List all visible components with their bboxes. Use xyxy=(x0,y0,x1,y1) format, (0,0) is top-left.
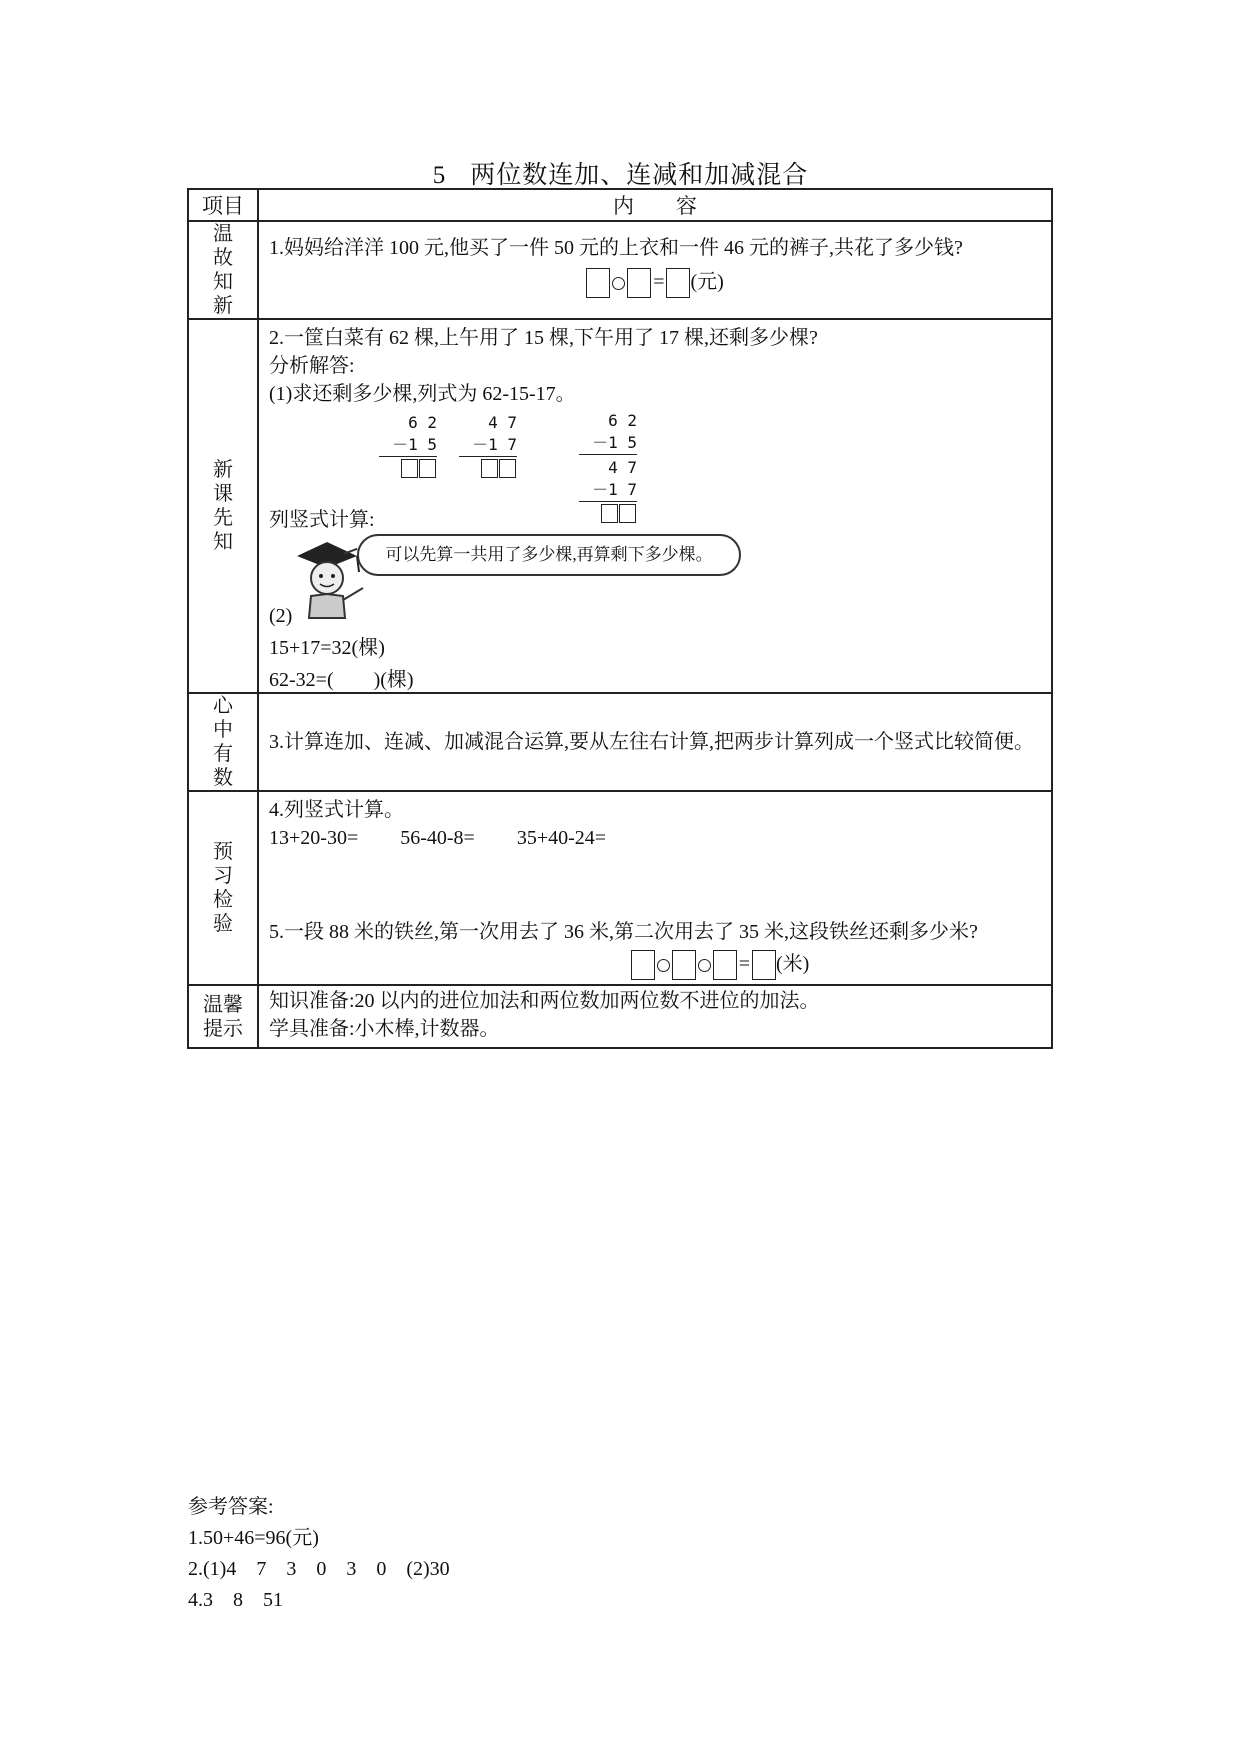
part-2-label: (2) xyxy=(269,605,293,627)
digit-box[interactable] xyxy=(401,459,418,478)
header-content: 内 容 xyxy=(258,189,1052,221)
section-content-preview-check xyxy=(258,791,1052,985)
analysis-heading: 分析解答: xyxy=(269,355,355,377)
section-label-new-lesson: 新 课 先 知 xyxy=(188,319,258,693)
answer-2: 2.(1)4 7 3 0 3 0 (2)30 xyxy=(188,1558,450,1580)
blank-box[interactable] xyxy=(752,950,776,980)
expression-2: 56-40-8= xyxy=(400,827,475,849)
equation-1: 15+17=32(棵) xyxy=(269,637,385,659)
speech-bubble: 可以先算一共用了多少棵,再算剩下多少棵。 xyxy=(357,534,741,576)
title-number: 5 xyxy=(432,162,447,189)
equation-2: 62-32=( )(棵) xyxy=(269,669,414,691)
header-item: 项目 xyxy=(188,189,258,221)
tip-tools: 学具准备:小木棒,计数器。 xyxy=(269,1018,500,1041)
digit-box[interactable] xyxy=(499,459,516,478)
blank-box[interactable] xyxy=(631,950,655,980)
section-preview-check xyxy=(188,791,1052,985)
table-header-row xyxy=(188,189,1052,221)
question-1: 1.妈妈给洋洋 100 元,他买了一件 50 元的上衣和一件 46 元的裤子,共花了多少钱? xyxy=(269,237,963,259)
digit-box[interactable] xyxy=(601,504,618,523)
unit-yuan: (元) xyxy=(690,271,724,293)
answer-template-1: = (元) xyxy=(269,268,1041,298)
unit-mi: (米) xyxy=(775,953,810,975)
answer-template-5: = (米) xyxy=(269,950,1041,980)
blank-box[interactable] xyxy=(586,268,610,298)
operator-circle[interactable] xyxy=(612,277,625,290)
blank-box[interactable] xyxy=(672,950,696,980)
answer-1: 1.50+46=96(元) xyxy=(188,1527,319,1549)
question-2: 2.一筐白菜有 62 棵,上午用了 15 棵,下午用了 17 棵,还剩多少棵? xyxy=(269,327,818,349)
section-review xyxy=(188,221,1052,319)
answer-heading: 参考答案: xyxy=(188,1496,274,1518)
tip-knowledge: 知识准备:20 以内的进位加法和两位数加两位数不进位的加法。 xyxy=(269,990,820,1013)
vertical-calc-3: 6 2 －1 5 4 7 －1 7 xyxy=(579,410,637,529)
expression-3: 35+40-24= xyxy=(516,827,607,849)
expressions-row xyxy=(269,824,1041,852)
section-label-tips: 温馨 提示 xyxy=(188,985,258,1048)
digit-box[interactable] xyxy=(481,459,498,478)
section-label-review: 温 故 知 新 xyxy=(188,221,258,319)
section-tips xyxy=(188,985,1052,1048)
title-text: 两位数连加、连减和加减混合 xyxy=(470,162,809,189)
page-title xyxy=(0,155,1241,191)
digit-box[interactable] xyxy=(419,459,436,478)
section-label-preview-check: 预 习 检 验 xyxy=(188,791,258,985)
section-new-lesson xyxy=(188,319,1052,693)
question-4: 4.列竖式计算。 xyxy=(269,799,404,821)
expression-1: 13+20-30= xyxy=(269,827,359,849)
answer-4: 4.3 8 51 xyxy=(188,1589,283,1611)
section-summary xyxy=(188,693,1052,791)
vertical-calc-2: 4 7 －1 7 xyxy=(459,412,517,484)
digit-box[interactable] xyxy=(619,504,636,523)
operator-circle[interactable] xyxy=(657,959,670,972)
section-content-new-lesson xyxy=(258,319,1052,693)
blank-box[interactable] xyxy=(713,950,737,980)
blank-box[interactable] xyxy=(627,268,651,298)
question-3: 3.计算连加、连减、加减混合运算,要从左往右计算,把两步计算列成一个竖式比较简便。 xyxy=(269,731,1034,753)
section-content-summary xyxy=(258,693,1052,791)
section-content-tips xyxy=(258,985,1052,1048)
operator-circle[interactable] xyxy=(698,959,711,972)
vertical-calc-1: 6 2 －1 5 xyxy=(379,412,437,484)
question-5: 5.一段 88 米的铁丝,第一次用去了 36 米,第二次用去了 35 米,这段铁丝还剩多少米? xyxy=(269,921,978,943)
section-label-summary: 心 中 有 数 xyxy=(188,693,258,791)
part-1-text: (1)求还剩多少棵,列式为 62-15-17。 xyxy=(269,383,576,405)
answer-key xyxy=(188,1492,450,1616)
vertical-calc-label: 列竖式计算: xyxy=(269,509,375,531)
section-content-review xyxy=(258,221,1052,319)
blank-box[interactable] xyxy=(666,268,690,298)
worksheet-table xyxy=(187,188,1053,1049)
